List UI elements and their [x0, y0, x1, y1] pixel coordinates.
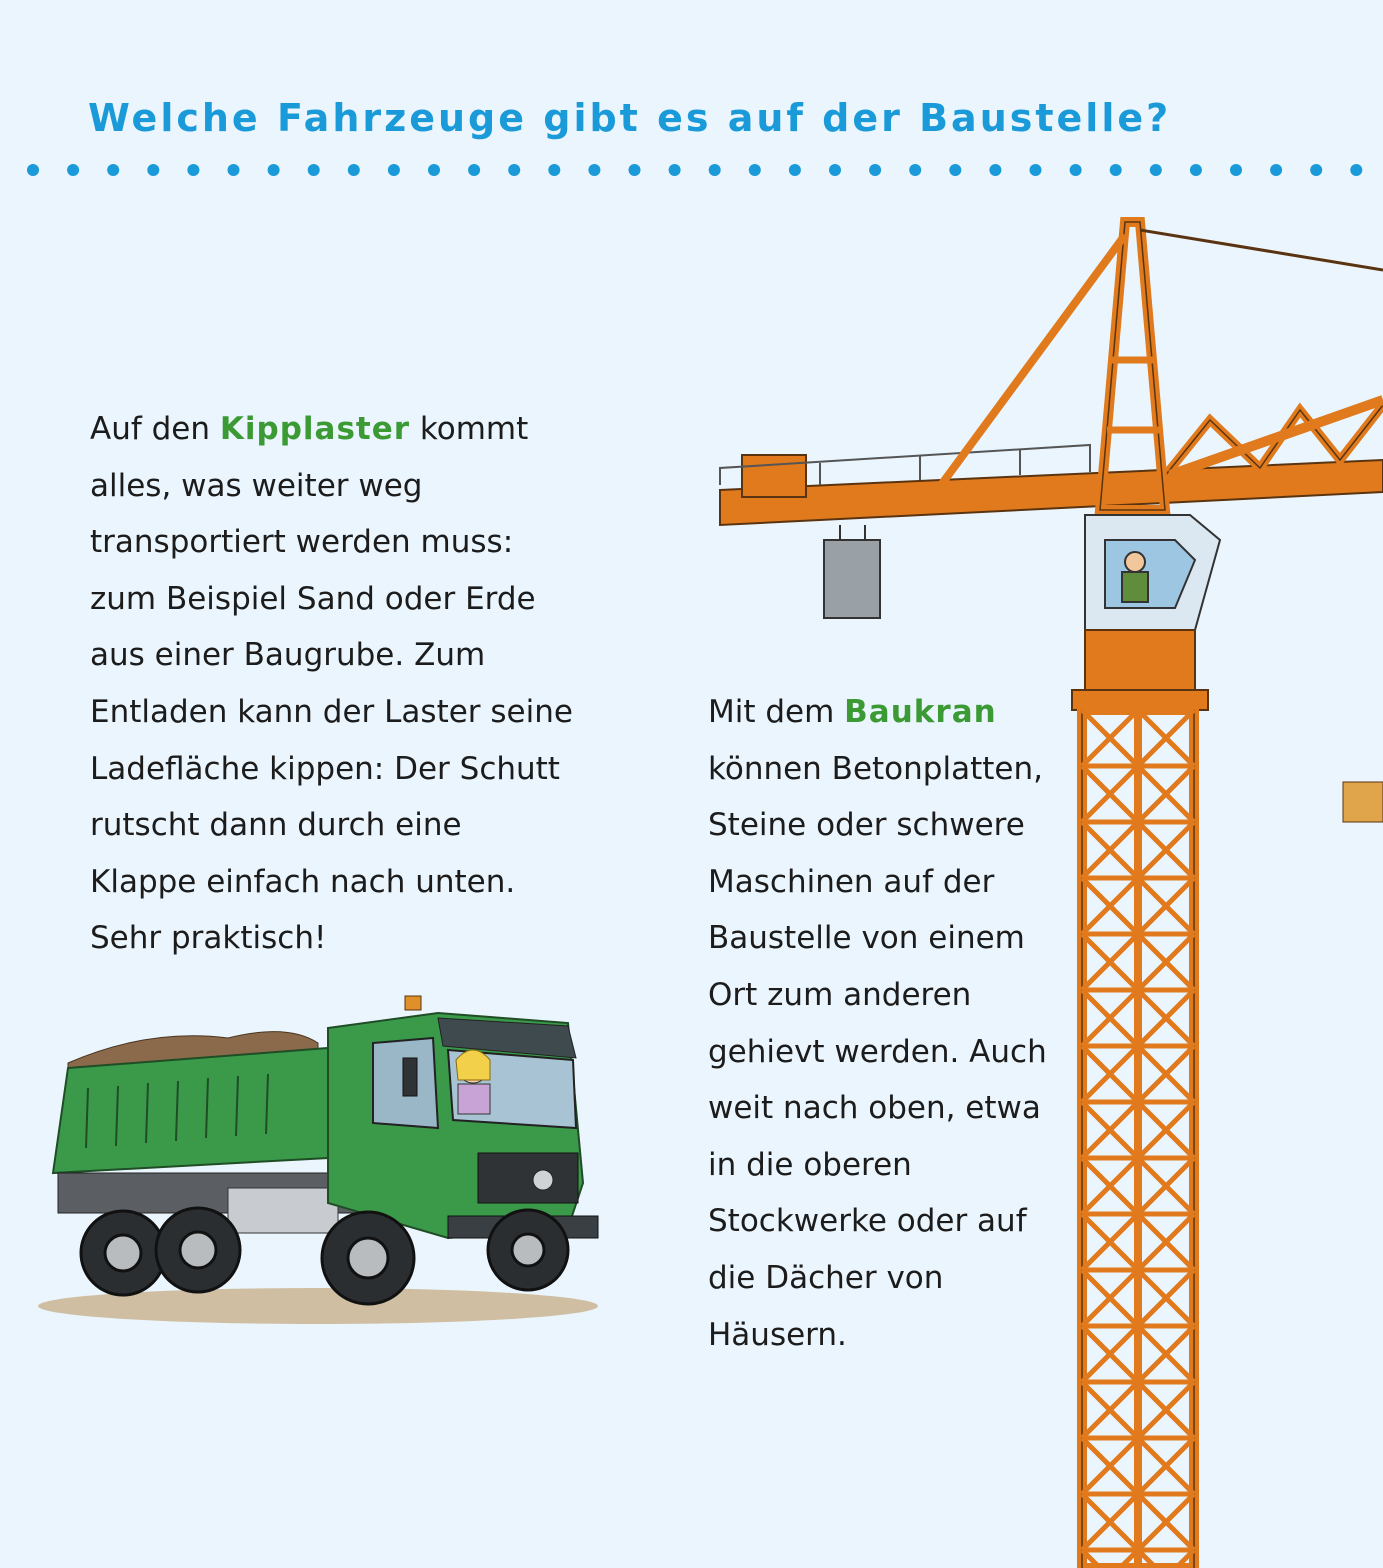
divider-dot	[228, 164, 240, 176]
page-title: Welche Fahrzeuge gibt es auf der Baustelle?	[88, 96, 1172, 140]
divider-dot	[107, 164, 119, 176]
tipper-truck-illustration	[28, 988, 608, 1338]
divider-dot	[1310, 164, 1322, 176]
dotted-divider	[0, 158, 1383, 182]
keyword-tipper-truck: Kipplaster	[219, 411, 411, 447]
divider-dot	[669, 164, 681, 176]
divider-dot	[147, 164, 159, 176]
divider-dot	[1030, 164, 1042, 176]
tipper-text: kommt alles, was weiter weg transportiert werden muss: zum Beispiel Sand oder Erde aus einer Baugrube. Zum Entladen kann der Laster seine Ladefläche kippen: Der Schutt rutscht dann durch eine Klappe einfach nach unten. Sehr praktisch!	[90, 411, 573, 957]
divider-dot	[468, 164, 480, 176]
divider-dot	[1150, 164, 1162, 176]
divider-dot	[1190, 164, 1202, 176]
divider-dot	[1070, 164, 1082, 176]
divider-dot	[67, 164, 79, 176]
tipper-intro: Auf den	[90, 411, 220, 447]
divider-dot	[1350, 164, 1362, 176]
divider-dot	[789, 164, 801, 176]
divider-dot	[588, 164, 600, 176]
tipper-truck-paragraph	[90, 401, 650, 967]
divider-dot	[1270, 164, 1282, 176]
divider-dot	[749, 164, 761, 176]
divider-dot	[388, 164, 400, 176]
divider-dot	[989, 164, 1001, 176]
divider-dot	[27, 164, 39, 176]
divider-dot	[829, 164, 841, 176]
keyword-crane: Baukran	[844, 694, 997, 730]
divider-dot	[308, 164, 320, 176]
divider-dot	[949, 164, 961, 176]
divider-dot	[709, 164, 721, 176]
divider-dot	[548, 164, 560, 176]
divider-dot	[428, 164, 440, 176]
divider-dot	[1110, 164, 1122, 176]
divider-dot	[629, 164, 641, 176]
divider-dot	[268, 164, 280, 176]
divider-dot	[869, 164, 881, 176]
divider-dot	[909, 164, 921, 176]
crane-text: können Betonplatten, Steine oder schwere Maschinen auf der Baustelle von einem Ort zum anderen gehievt werden. Auch weit nach oben, etwa in die oberen Stockwerke oder auf die Dächer von Häusern.	[708, 750, 1047, 1353]
divider-dot	[1230, 164, 1242, 176]
divider-dot	[508, 164, 520, 176]
divider-dot	[348, 164, 360, 176]
divider-dot	[187, 164, 199, 176]
tower-crane-illustration	[700, 210, 1383, 1568]
crane-intro: Mit dem	[708, 694, 845, 730]
